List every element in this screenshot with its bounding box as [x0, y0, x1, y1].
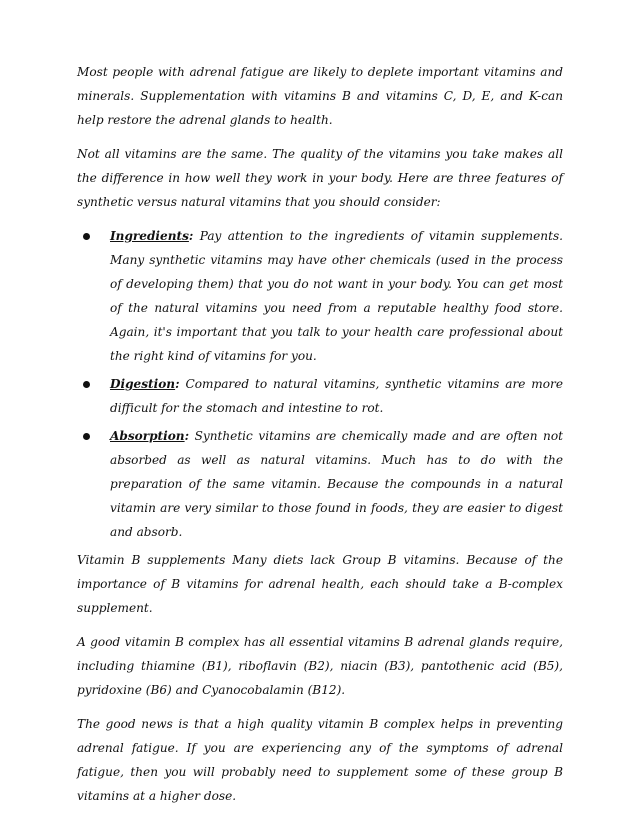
term-absorption: Absorption — [110, 429, 185, 443]
bullet-dot-icon — [83, 381, 90, 388]
vitamin-b-paragraph: Vitamin B supplements Many diets lack Group B vitamins. Because of the importance of B vitamins for adrenal health, each should take a B-complex supplement. — [77, 553, 563, 615]
term-colon: : — [188, 229, 194, 243]
list-item-absorption — [77, 424, 563, 544]
ingredients-text: Pay attention to the ingredients of vitamin supplements. Many synthetic vitamins may have other chemicals (used in the process of developing them) that you do not want in your body. You can get most of the natural vitamins you need from a reputable healthy food store. Again, it's important that you talk to your health care professional about the right kind of vitamins for you. — [110, 229, 563, 363]
b-complex-paragraph: A good vitamin B complex has all essential vitamins B adrenal glands require, including thiamine (B1), riboflavin (B2), niacin (B3), pantothenic acid (B5), pyridoxine (B6) and Cyanocobalamin (B12). — [77, 635, 563, 697]
digestion-text: Compared to natural vitamins, synthetic vitamins are more difficult for the stomach and intestine to rot. — [110, 377, 563, 415]
list-item-digestion — [77, 372, 563, 420]
good-news-paragraph: The good news is that a high quality vitamin B complex helps in preventing adrenal fatigue. If you are experiencing any of the symptoms of adrenal fatigue, then you will probably need to supplement some of these group B vitamins at a higher dose. — [77, 717, 563, 803]
bullet-dot-icon — [83, 433, 90, 440]
term-digestion: Digestion — [110, 377, 176, 391]
absorption-text: Synthetic vitamins are chemically made and are often not absorbed as well as natural vitamins. Much has to do with the preparation of the same vitamin. Because the compounds in a natural vitamin are very similar to those found in foods, they are easier to digest and absorb. — [110, 429, 563, 539]
list-item-ingredients — [77, 224, 563, 368]
term-colon: : — [175, 377, 180, 391]
features-list — [77, 224, 563, 544]
term-ingredients: Ingredients — [110, 229, 189, 243]
intro-paragraph: Most people with adrenal fatigue are likely to deplete important vitamins and minerals. Supplementation with vitamins B and vitamins C, D, E, and K-can help restore the adrenal glands to health. — [77, 65, 563, 127]
document-page — [77, 60, 563, 818]
bullet-dot-icon — [83, 233, 90, 240]
term-colon: : — [184, 429, 190, 443]
vitamin-quality-paragraph: Not all vitamins are the same. The quality of the vitamins you take makes all the difference in how well they work in your body. Here are three features of synthetic versus natural vitamins that you should consider: — [77, 147, 563, 209]
